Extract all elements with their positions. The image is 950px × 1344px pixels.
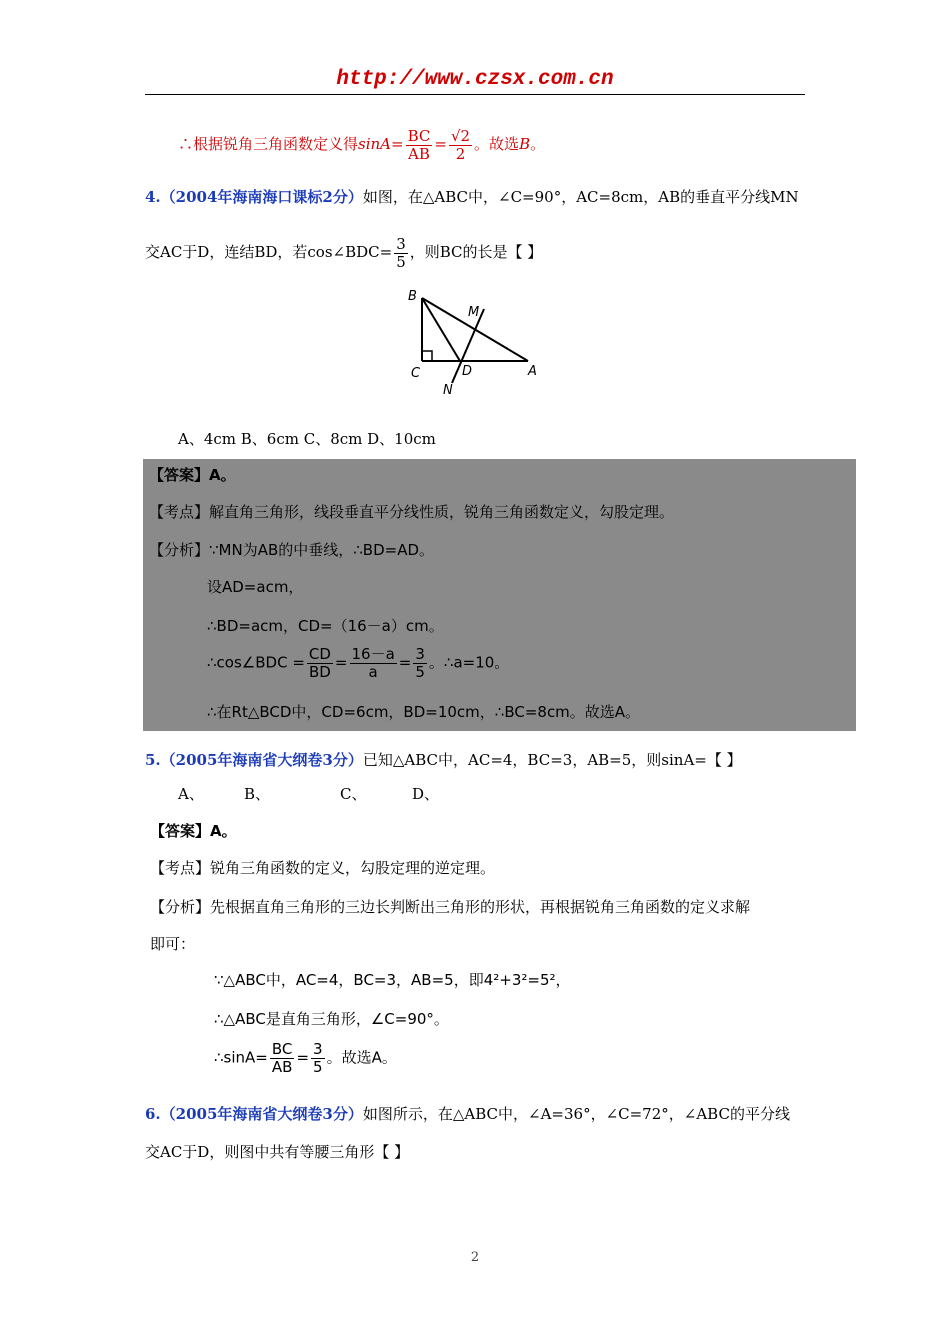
label-n: N xyxy=(443,383,453,398)
q5-step-3 xyxy=(214,1041,397,1075)
q4-a3-eq2: = xyxy=(398,653,412,672)
q5-s3-frac2-num: 3 xyxy=(313,1040,323,1058)
q4-line2 xyxy=(145,236,542,270)
q5-opt-b: B、 xyxy=(244,785,271,803)
q5-number: 5. xyxy=(145,751,161,769)
q4-analysis-head: 【分析】∵MN为AB的中垂线，∴BD=AD。 xyxy=(149,541,435,559)
q4-analysis-3 xyxy=(207,646,509,680)
q4-frac xyxy=(394,236,408,270)
q4-text2-pre: 交AC于D，连结BD，若cos∠BDC= xyxy=(145,243,393,261)
prev-prefix: ∴根据锐角三角函数定义得 xyxy=(178,135,359,153)
prev-suffix: 。故选 xyxy=(474,135,520,153)
prev-frac1-num: BC xyxy=(407,127,431,145)
header-rule xyxy=(145,94,805,95)
q4-frac-den: 5 xyxy=(396,252,406,271)
q4-text2-post: ，则BC的长是【 】 xyxy=(409,243,543,261)
right-angle-mark xyxy=(422,351,432,361)
q6-line2: 交AC于D，则图中共有等腰三角形【 】 xyxy=(145,1143,410,1161)
q4-line1 xyxy=(145,186,799,207)
q5-step-2: ∴△ABC是直角三角形，∠C=90°。 xyxy=(214,1010,449,1028)
q4-a3-post: 。∴a=10。 xyxy=(428,653,510,672)
prev-func: sinA= xyxy=(358,135,404,153)
q4-a3-frac2-den: a xyxy=(368,662,378,681)
q5-s3-frac2 xyxy=(311,1041,325,1075)
label-m: M xyxy=(468,305,480,320)
q5-s3-frac1-den: AB xyxy=(271,1057,293,1076)
q5-analysis-2: 即可： xyxy=(150,935,196,953)
q4-a3-frac1 xyxy=(307,646,333,680)
q4-a3-frac1-num: CD xyxy=(308,645,331,663)
q5-text: 已知△ABC中，AC=4，BC=3，AB=5，则sinA=【 】 xyxy=(362,751,742,769)
label-a: A xyxy=(528,364,537,379)
q4-analysis-2: ∴BD=acm，CD=（16－a）cm。 xyxy=(207,617,444,635)
q4-a3-frac3-den: 5 xyxy=(415,662,425,681)
q5-opt-a: A、 xyxy=(178,785,204,803)
q4-number: 4. xyxy=(145,188,161,206)
label-c: C xyxy=(411,366,421,381)
prev-frac1 xyxy=(406,128,433,162)
q4-a3-frac3 xyxy=(413,646,427,680)
q6-text1: 如图所示，在△ABC中，∠A=36°，∠C=72°，∠ABC的平分线 xyxy=(362,1105,790,1123)
q5-s3-eq: = xyxy=(296,1048,310,1067)
q4-frac-num: 3 xyxy=(396,235,406,253)
q5-s3-frac1 xyxy=(270,1041,295,1075)
q4-answer-box xyxy=(143,459,856,731)
q5-s3-frac2-den: 5 xyxy=(313,1057,323,1076)
q5-opt-c: C、 xyxy=(340,785,367,803)
q4-a3-eq1: = xyxy=(334,653,348,672)
q4-a3-frac2-num: 16－a xyxy=(351,645,395,663)
prev-eq: = xyxy=(434,135,447,153)
q4-answer: 【答案】A。 xyxy=(149,466,236,484)
q6-line1 xyxy=(145,1103,790,1124)
prev-frac2-den: 2 xyxy=(455,144,466,163)
q4-a3-frac2 xyxy=(350,646,397,680)
label-d: D xyxy=(462,364,473,379)
label-b: B xyxy=(408,289,417,304)
q5-s3-pre: ∴sinA= xyxy=(214,1048,268,1067)
q4-a3-frac3-num: 3 xyxy=(415,645,425,663)
q5-point: 【考点】锐角三角函数的定义，勾股定理的逆定理。 xyxy=(150,859,496,877)
q4-options: A、4cm B、6cm C、8cm D、10cm xyxy=(178,430,436,448)
q4-point: 【考点】解直角三角形，线段垂直平分线性质，锐角三角函数定义，勾股定理。 xyxy=(149,503,675,521)
q4-source: （2004年海南海口课标2分） xyxy=(160,188,363,206)
q4-a3-frac1-den: BD xyxy=(308,662,331,681)
prev-choice: B xyxy=(519,135,531,153)
q4-analysis-1: 设AD=acm， xyxy=(207,578,304,596)
q4-a3-pre: ∴cos∠BDC = xyxy=(207,653,305,672)
q4-analysis-4: ∴在Rt△BCD中，CD=6cm，BD=10cm，∴BC=8cm。故选A。 xyxy=(207,703,641,721)
q5-answer: 【答案】A。 xyxy=(150,822,237,840)
q6-source: （2005年海南省大纲卷3分） xyxy=(160,1105,363,1123)
prev-frac2-num: √2 xyxy=(450,127,471,145)
q5-line1 xyxy=(145,749,742,770)
q5-s3-post: 。故选A。 xyxy=(326,1048,397,1067)
q4-triangle-figure xyxy=(400,285,550,400)
q6-number: 6. xyxy=(145,1105,161,1123)
prev-frac2 xyxy=(449,128,472,162)
q5-opt-d: D、 xyxy=(412,785,440,803)
q5-options xyxy=(178,783,204,804)
header-url[interactable]: http://www.czsx.com.cn xyxy=(336,68,614,91)
prev-frac1-den: AB xyxy=(408,144,430,163)
prev-conclusion xyxy=(178,128,545,162)
q5-s3-frac1-num: BC xyxy=(270,1041,295,1059)
q5-source: （2005年海南省大纲卷3分） xyxy=(160,751,363,769)
q5-step-1: ∵△ABC中，AC=4，BC=3，AB=5，即4²+3²=5²， xyxy=(214,971,571,989)
q5-analysis-1: 【分析】先根据直角三角形的三边长判断出三角形的形状，再根据锐角三角函数的定义求解 xyxy=(150,898,751,916)
q4-text1: 如图，在△ABC中，∠C=90°，AC=8cm，AB的垂直平分线MN xyxy=(362,188,799,206)
prev-end: 。 xyxy=(530,135,546,153)
page-number: 2 xyxy=(470,1250,480,1265)
